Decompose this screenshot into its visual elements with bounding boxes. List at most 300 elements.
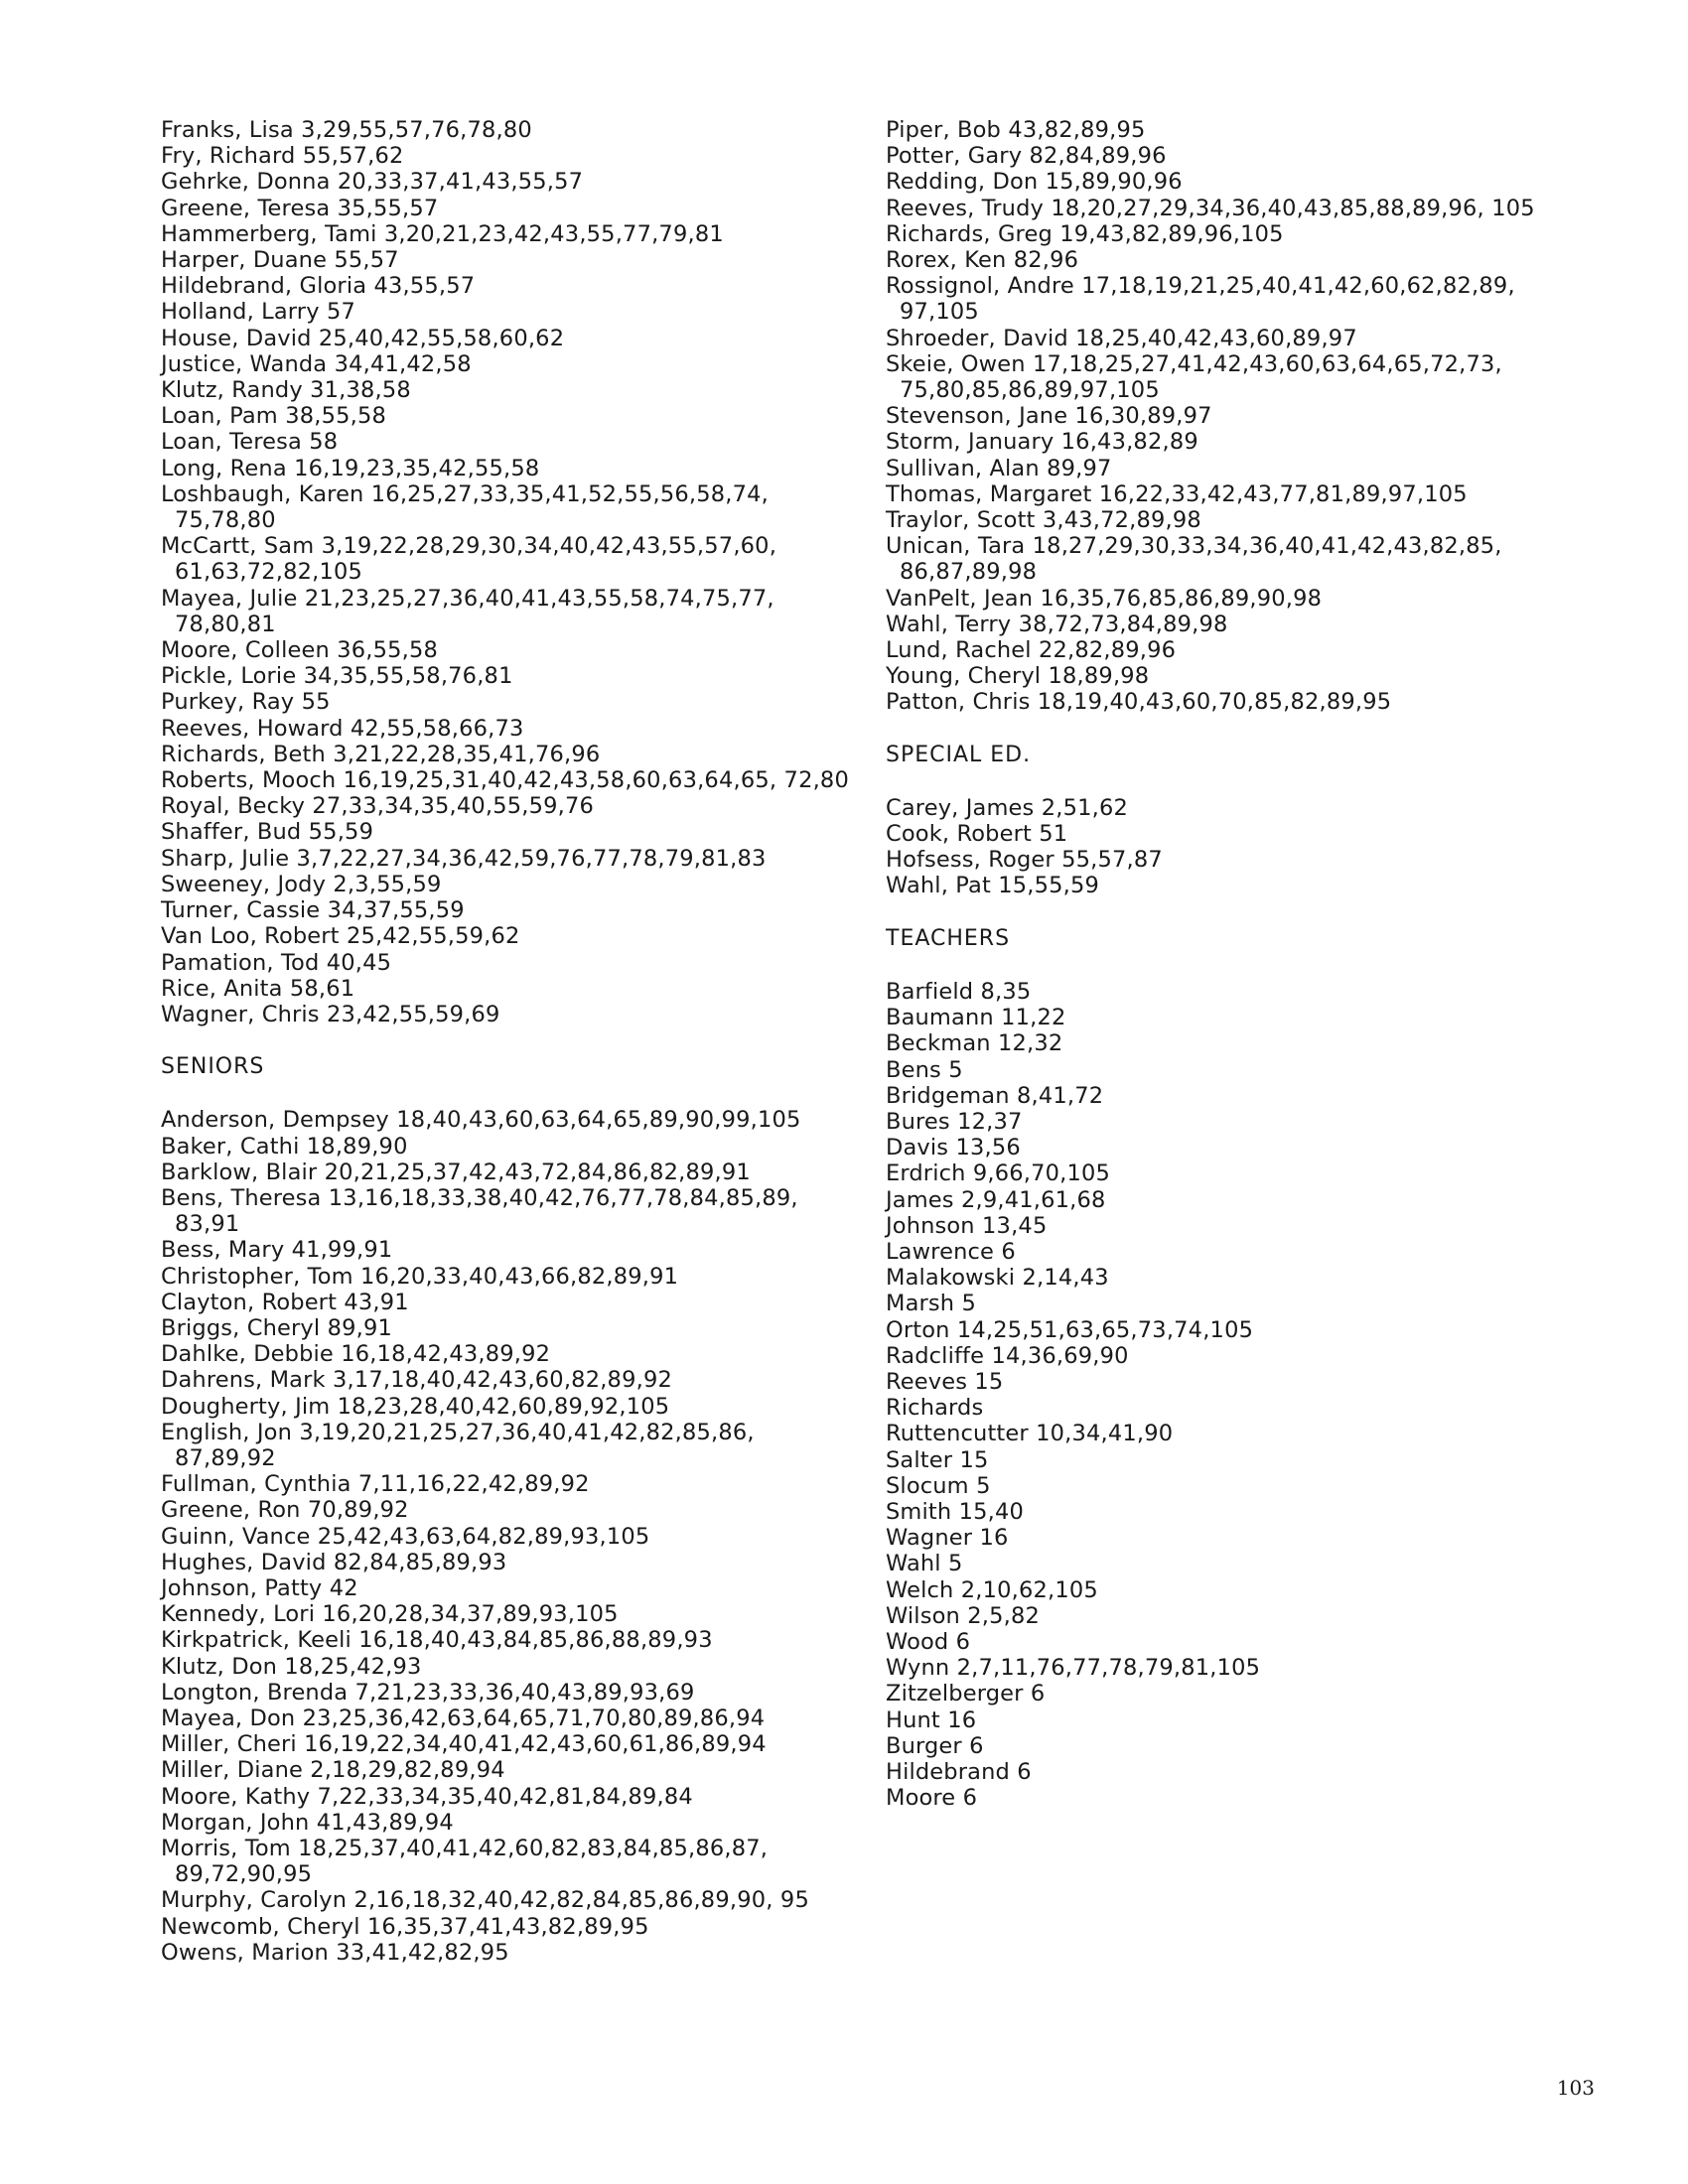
entry-pages: 6 [962, 1785, 978, 1812]
entry-name: Barfield [886, 978, 974, 1005]
entry-name: Moore, Kathy [161, 1783, 311, 1810]
index-entry [161, 1940, 856, 1966]
entry-name: Young, Cheryl [886, 663, 1042, 690]
entry-name: Shaffer, Bud [161, 819, 302, 846]
entry-pages: 16 [979, 1525, 1009, 1552]
index-entry [161, 1497, 856, 1523]
entry-name: Baker, Cathi [161, 1133, 300, 1160]
index-entry [886, 117, 1561, 143]
index-entry [161, 221, 856, 247]
index-entry [886, 196, 1561, 221]
index-entry [886, 1447, 1561, 1473]
entry-pages: 12,37 [957, 1108, 1023, 1135]
index-entry [161, 273, 856, 299]
entry-pages: 21,23,25,27,36,40,41,43,55,58,74,75,77, 78,80,81 [175, 585, 774, 637]
entry-pages: 14,25,51,63,65,73,74,105 [956, 1316, 1254, 1343]
entry-name: Malakowski [886, 1265, 1016, 1292]
entry-name: Sullivan, Alan [886, 455, 1040, 481]
entry-name: Loan, Pam [161, 403, 278, 430]
entry-name: Patton, Chris [886, 689, 1031, 716]
index-entry [886, 143, 1561, 169]
entry-pages: 18,25,37,40,41,42,60,82,83,84,85,86,87, 89,72,90,95 [175, 1836, 769, 1888]
entry-name: Welch [886, 1576, 954, 1603]
section-heading: SENIORS [161, 1054, 265, 1080]
index-entry [161, 1185, 856, 1237]
entry-name: Purkey, Ray [161, 689, 295, 716]
index-entry [886, 1343, 1561, 1369]
entry-pages: 7,21,23,33,36,40,43,89,93,69 [354, 1679, 695, 1706]
entry-pages: 6 [1030, 1681, 1046, 1707]
entry-name: Sweeney, Jody [161, 871, 327, 897]
entry-name: McCartt, Sam [161, 533, 315, 560]
entry-name: Storm, January [886, 429, 1055, 456]
index-entry [161, 1887, 856, 1913]
entry-name: Dougherty, Jim [161, 1393, 331, 1420]
entry-pages: 2,16,18,32,40,42,82,84,85,86,89,90, 95 [353, 1887, 809, 1914]
entry-name: Skeie, Owen [886, 350, 1026, 377]
entry-pages: 18,25,42,93 [284, 1653, 422, 1680]
entry-name: Cook, Robert [886, 821, 1032, 848]
entry-pages: 14,36,69,90 [991, 1342, 1129, 1369]
entry-pages: 16,22,33,42,43,77,81,89,97,105 [1098, 480, 1468, 507]
entry-name: Justice, Wanda [161, 350, 328, 377]
entry-name: Loan, Teresa [161, 429, 302, 456]
index-entry [161, 1134, 856, 1160]
entry-pages: 18,20,27,29,34,36,40,43,85,88,89,96, 105 [1051, 195, 1535, 221]
entry-pages: 16,19,23,35,42,55,58 [294, 455, 540, 481]
entry-pages: 89,97 [1047, 455, 1112, 481]
entry-name: Richards, Beth [161, 741, 326, 767]
index-entry [161, 950, 856, 976]
index-entry [161, 143, 856, 169]
index-entry [886, 1759, 1561, 1785]
index-entry [161, 1290, 856, 1315]
entry-pages: 55 [301, 689, 331, 716]
entry-name: Reeves, Trudy [886, 195, 1044, 221]
entry-name: Hammerberg, Tami [161, 220, 377, 247]
index-entry [886, 1005, 1561, 1030]
entry-name: Greene, Ron [161, 1497, 301, 1524]
entry-pages: 12,32 [998, 1030, 1063, 1057]
entry-pages: 6 [969, 1732, 984, 1759]
entry-pages: 57 [326, 299, 356, 326]
entry-name: Miller, Diane [161, 1757, 303, 1784]
index-entry [886, 821, 1561, 847]
index-entry [886, 637, 1561, 663]
entry-name: English, Jon [161, 1419, 293, 1445]
index-entry [161, 1810, 856, 1836]
entry-name: Hughes, David [161, 1549, 327, 1575]
entry-name: Wahl [886, 1551, 941, 1577]
index-entry [886, 586, 1561, 612]
entry-name: Ruttencutter [886, 1421, 1029, 1447]
entry-name: Lawrence [886, 1238, 994, 1265]
entry-pages: 18,40,43,60,63,64,65,89,90,99,105 [396, 1107, 801, 1134]
index-entry [886, 847, 1561, 873]
entry-name: Redding, Don [886, 169, 1039, 196]
entry-name: Wahl, Terry [886, 611, 1012, 637]
index-entry [161, 1420, 856, 1471]
index-entry [886, 1733, 1561, 1759]
entry-pages: 2,10,62,105 [960, 1576, 1098, 1603]
entry-name: Reeves [886, 1368, 968, 1395]
entry-name: Rice, Anita [161, 975, 283, 1002]
entry-name: Richards [886, 1395, 984, 1422]
entry-name: Potter, Gary [886, 143, 1023, 170]
entry-name: Moore, Colleen [161, 637, 330, 664]
entry-name: Miller, Cheri [161, 1731, 297, 1758]
index-entry [886, 1369, 1561, 1395]
entry-name: Kennedy, Lori [161, 1601, 316, 1628]
entry-name: Wahl, Pat [886, 873, 991, 899]
entry-pages: 2,3,55,59 [333, 871, 442, 897]
index-entry [161, 351, 856, 377]
entry-pages: 20,33,37,41,43,55,57 [337, 169, 584, 196]
entry-pages: 17,18,25,27,41,42,43,60,63,64,65,72,73, 75,80,85,86,89,97,105 [900, 350, 1502, 404]
index-entry [886, 873, 1561, 898]
entry-pages: 8,41,72 [1016, 1082, 1104, 1109]
index-entry [161, 196, 856, 221]
index-entry [886, 663, 1561, 689]
entry-name: Davis [886, 1135, 949, 1161]
entry-name: Barklow, Blair [161, 1159, 318, 1185]
entry-pages: 16,35,37,41,43,82,89,95 [366, 1913, 649, 1940]
entry-name: Klutz, Don [161, 1653, 278, 1680]
entry-pages: 3,19,20,21,25,27,36,40,41,42,82,85,86, 87,89,92 [175, 1419, 755, 1471]
index-entry [886, 1213, 1561, 1239]
entry-name: Piper, Bob [886, 117, 1001, 143]
index-entry [886, 1317, 1561, 1343]
index-entry [161, 897, 856, 923]
entry-name: Royal, Becky [161, 793, 306, 820]
entry-pages: 3,20,21,23,42,43,55,77,79,81 [383, 220, 724, 247]
entry-name: Moore [886, 1785, 956, 1812]
entry-pages: 5 [948, 1056, 963, 1083]
entry-name: Bess, Mary [161, 1237, 285, 1264]
entry-name: Wilson [886, 1602, 960, 1629]
entry-name: Wagner, Chris [161, 1001, 320, 1027]
entry-pages: 18,27,29,30,33,34,36,40,41,42,43,82,85, 86,87,89,98 [900, 533, 1502, 586]
index-entry [161, 976, 856, 1002]
entry-name: Wood [886, 1628, 949, 1655]
index-entry [161, 1914, 856, 1940]
index-entry [161, 429, 856, 455]
index-entry [161, 689, 856, 715]
entry-name: Richards, Greg [886, 220, 1053, 247]
entry-name: Morris, Tom [161, 1836, 291, 1861]
index-entry [886, 1421, 1561, 1446]
entry-name: VanPelt, Jean [886, 585, 1034, 612]
entry-pages: 16,30,89,97 [1074, 403, 1212, 430]
entry-pages: 33,41,42,82,95 [336, 1939, 509, 1966]
entry-pages: 19,43,82,89,96,105 [1059, 220, 1284, 247]
entry-name: Long, Rena [161, 455, 287, 481]
entry-name: Briggs, Cheryl [161, 1314, 321, 1341]
entry-name: House, David [161, 325, 312, 351]
entry-pages: 25,40,42,55,58,60,62 [318, 325, 565, 351]
entry-pages: 18,89,98 [1048, 663, 1150, 690]
index-entry [161, 846, 856, 872]
index-entry [161, 326, 856, 351]
entry-pages: 58,61 [289, 975, 355, 1002]
index-entry [161, 1550, 856, 1575]
index-entry [161, 1680, 856, 1706]
entry-pages: 82,96 [1013, 247, 1079, 274]
index-entry [886, 507, 1561, 533]
entry-name: Beckman [886, 1030, 991, 1057]
entry-pages: 3,17,18,40,42,43,60,82,89,92 [333, 1367, 672, 1394]
entry-pages: 8,35 [980, 978, 1032, 1005]
entry-name: Anderson, Dempsey [161, 1107, 389, 1134]
entry-name: Sharp, Julie [161, 845, 290, 872]
index-entry [886, 1681, 1561, 1706]
entry-pages: 27,33,34,35,40,55,59,76 [312, 793, 595, 820]
index-entry [886, 1629, 1561, 1655]
entry-pages: 20,21,25,37,42,43,72,84,86,82,89,91 [324, 1159, 751, 1185]
index-entry [161, 1706, 856, 1731]
entry-pages: 34,35,55,58,76,81 [303, 663, 513, 690]
entry-name: Radcliffe [886, 1342, 985, 1369]
entry-pages: 15 [959, 1446, 989, 1473]
entry-name: Franks, Lisa [161, 117, 294, 143]
index-entry [886, 1135, 1561, 1160]
entry-pages: 43,82,89,95 [1008, 117, 1146, 143]
entry-pages: 82,84,89,96 [1029, 143, 1167, 170]
index-entry [161, 377, 856, 403]
entry-name: Klutz, Randy [161, 377, 303, 404]
entry-name: Wagner [886, 1525, 973, 1552]
entry-pages: 23,25,36,42,63,64,65,71,70,80,89,86,94 [302, 1705, 766, 1731]
index-entry [161, 533, 856, 585]
index-entry [161, 1471, 856, 1497]
index-entry [161, 1601, 856, 1627]
entry-pages: 5 [961, 1291, 977, 1317]
entry-pages: 13,16,18,33,38,40,42,76,77,78,84,85,89, 83,91 [175, 1184, 798, 1238]
index-entry [886, 689, 1561, 715]
entry-pages: 22,82,89,96 [1039, 637, 1177, 664]
entry-name: Bures [886, 1108, 950, 1135]
entry-pages: 89,91 [327, 1314, 392, 1341]
entry-pages: 3,29,55,57,76,78,80 [301, 117, 532, 143]
index-entry [161, 1002, 856, 1027]
entry-pages: 18,23,28,40,42,60,89,92,105 [337, 1393, 670, 1420]
entry-pages: 5 [976, 1472, 991, 1499]
entry-name: Mayea, Julie [161, 585, 298, 612]
entry-pages: 58 [309, 429, 339, 456]
entry-pages: 2,14,43 [1022, 1265, 1109, 1292]
entry-name: Salter [886, 1446, 953, 1473]
index-entry [161, 1341, 856, 1367]
index-entry [886, 403, 1561, 429]
index-entry [161, 819, 856, 845]
entry-name: Hildebrand [886, 1758, 1010, 1785]
entry-pages: 18,89,90 [306, 1133, 408, 1160]
entry-pages: 23,42,55,59,69 [327, 1001, 500, 1027]
index-entry [161, 1627, 856, 1653]
entry-name: Owens, Marion [161, 1939, 329, 1966]
index-entry [161, 1836, 856, 1887]
index-entry [161, 637, 856, 663]
entry-pages: 9,66,70,105 [972, 1160, 1111, 1187]
entry-pages: 18,25,40,42,43,60,89,97 [1075, 325, 1357, 351]
index-entry [161, 403, 856, 429]
entry-name: Christopher, Tom [161, 1263, 353, 1290]
entry-pages: 41,43,89,94 [316, 1809, 454, 1836]
entry-name: Turner, Cassie [161, 897, 321, 924]
index-entry [161, 872, 856, 897]
entry-name: Dahrens, Mark [161, 1367, 326, 1394]
entry-pages: 15,55,59 [998, 873, 1100, 899]
index-entry [886, 1785, 1561, 1811]
entry-pages: 2,51,62 [1041, 794, 1129, 821]
index-entry [886, 1057, 1561, 1083]
index-entry [886, 1525, 1561, 1551]
entry-name: Erdrich [886, 1160, 966, 1187]
entry-name: Pamation, Tod [161, 949, 320, 976]
entry-pages: 16,35,76,85,86,89,90,98 [1040, 585, 1323, 612]
entry-pages: 6 [955, 1628, 971, 1655]
index-entry [161, 742, 856, 767]
entry-pages: 38,72,73,84,89,98 [1018, 611, 1228, 637]
entry-name: Rorex, Ken [886, 247, 1007, 274]
entry-pages: 7,11,16,22,42,89,92 [357, 1471, 590, 1498]
index-entry [161, 169, 856, 195]
index-entry [161, 1757, 856, 1783]
entry-pages: 16,25,27,33,35,41,52,55,56,58,74, 75,78,80 [175, 480, 770, 534]
entry-pages: 10,34,41,90 [1036, 1421, 1174, 1447]
entry-pages: 16 [947, 1706, 977, 1733]
index-entry [161, 299, 856, 325]
index-entry [886, 1109, 1561, 1135]
index-entry [886, 1291, 1561, 1316]
entry-name: Johnson, Patty [161, 1574, 323, 1601]
entry-pages: 43,55,57 [373, 273, 476, 300]
entry-pages: 38,55,58 [285, 403, 386, 430]
entry-pages: 2,7,11,76,77,78,79,81,105 [956, 1655, 1261, 1682]
entry-name: Reeves, Howard [161, 715, 344, 742]
entry-pages: 16,43,82,89 [1060, 429, 1198, 456]
entry-pages: 16,18,40,43,84,85,86,88,89,93 [358, 1627, 713, 1654]
entry-pages: 42,55,58,66,73 [350, 715, 524, 742]
index-entry [161, 1237, 856, 1263]
entry-name: Hofsess, Roger [886, 847, 1055, 874]
entry-pages: 16,19,25,31,40,42,43,58,60,63,64,65, 72,80 [343, 767, 849, 794]
index-entry [886, 1707, 1561, 1733]
entry-pages: 13,56 [955, 1135, 1021, 1161]
entry-name: Stevenson, Jane [886, 403, 1068, 430]
index-entry [161, 456, 856, 481]
entry-name: Shroeder, David [886, 325, 1068, 351]
entry-name: Pickle, Lorie [161, 663, 297, 690]
index-entry [886, 979, 1561, 1005]
entry-pages: 25,42,55,59,62 [346, 923, 520, 950]
entry-name: Orton [886, 1316, 950, 1343]
entry-name: Greene, Teresa [161, 195, 331, 221]
entry-name: Unican, Tara [886, 533, 1026, 560]
entry-pages: 17,18,19,21,25,40,41,42,60,62,82,89, 97,105 [900, 273, 1515, 326]
entry-pages: 16,19,22,34,40,41,42,43,60,61,86,89,94 [304, 1731, 767, 1758]
index-entry [886, 795, 1561, 821]
entry-name: Johnson [886, 1212, 975, 1239]
index-entry [886, 1160, 1561, 1186]
index-entry [886, 1187, 1561, 1213]
entry-name: Mayea, Don [161, 1705, 296, 1731]
entry-name: Burger [886, 1732, 962, 1759]
index-entry [161, 1575, 856, 1601]
index-entry [886, 1265, 1561, 1291]
entry-name: Thomas, Margaret [886, 480, 1092, 507]
entry-name: Smith [886, 1498, 952, 1525]
entry-pages: 55,59 [308, 819, 374, 846]
index-entry [886, 351, 1561, 403]
entry-pages: 41,99,91 [291, 1237, 393, 1264]
index-column-right [886, 117, 1561, 1811]
entry-name: Fullman, Cynthia [161, 1471, 352, 1498]
index-entry [886, 247, 1561, 273]
entry-name: Roberts, Mooch [161, 767, 337, 794]
entry-pages: 25,42,43,63,64,82,89,93,105 [317, 1523, 650, 1550]
entry-pages: 55,57,62 [302, 143, 404, 170]
index-entry [886, 1083, 1561, 1109]
index-entry [161, 663, 856, 689]
entry-pages: 16,20,28,34,37,89,93,105 [322, 1601, 619, 1628]
entry-name: James [886, 1186, 954, 1213]
entry-name: Clayton, Robert [161, 1289, 338, 1315]
index-entry [886, 1473, 1561, 1499]
entry-name: Bens, Theresa [161, 1184, 322, 1211]
entry-pages: 3,21,22,28,35,41,76,96 [333, 741, 601, 767]
section-heading: TEACHERS [886, 925, 1011, 951]
entry-name: Hildebrand, Gloria [161, 273, 367, 300]
entry-name: Hunt [886, 1706, 940, 1733]
index-entry [161, 1784, 856, 1810]
index-entry [886, 533, 1561, 585]
entry-pages: 2,18,29,82,89,94 [310, 1757, 505, 1784]
entry-pages: 43,91 [344, 1289, 409, 1315]
entry-pages: 34,41,42,58 [334, 350, 472, 377]
index-entry [161, 247, 856, 273]
entry-name: Murphy, Carolyn [161, 1887, 348, 1914]
entry-name: Kirkpatrick, Keeli [161, 1627, 352, 1654]
entry-pages: 7,22,33,34,35,40,42,81,84,89,84 [317, 1783, 693, 1810]
entry-name: Rossignol, Andre [886, 273, 1074, 300]
entry-pages: 70,89,92 [307, 1497, 409, 1524]
index-entry [886, 1655, 1561, 1681]
entry-name: Fry, Richard [161, 143, 296, 170]
entry-name: Guinn, Vance [161, 1523, 311, 1550]
entry-name: Traylor, Scott [886, 507, 1036, 534]
entry-pages: 2,5,82 [967, 1602, 1040, 1629]
index-entry [161, 923, 856, 949]
index-entry [886, 456, 1561, 481]
entry-pages: 34,37,55,59 [327, 897, 465, 924]
index-column-left [161, 117, 856, 1966]
entry-name: Morgan, John [161, 1809, 310, 1836]
entry-name: Bridgeman [886, 1082, 1010, 1109]
entry-pages: 55,57 [334, 247, 399, 274]
entry-pages: 2,9,41,61,68 [960, 1186, 1106, 1213]
entry-name: Slocum [886, 1472, 969, 1499]
index-entry [886, 221, 1561, 247]
index-entry [886, 273, 1561, 325]
index-entry [886, 612, 1561, 637]
index-entry [886, 1577, 1561, 1603]
entry-name: Wynn [886, 1655, 950, 1682]
index-entry [161, 716, 856, 742]
index-entry [886, 1030, 1561, 1056]
index-entry [161, 1264, 856, 1290]
entry-name: Marsh [886, 1291, 955, 1317]
